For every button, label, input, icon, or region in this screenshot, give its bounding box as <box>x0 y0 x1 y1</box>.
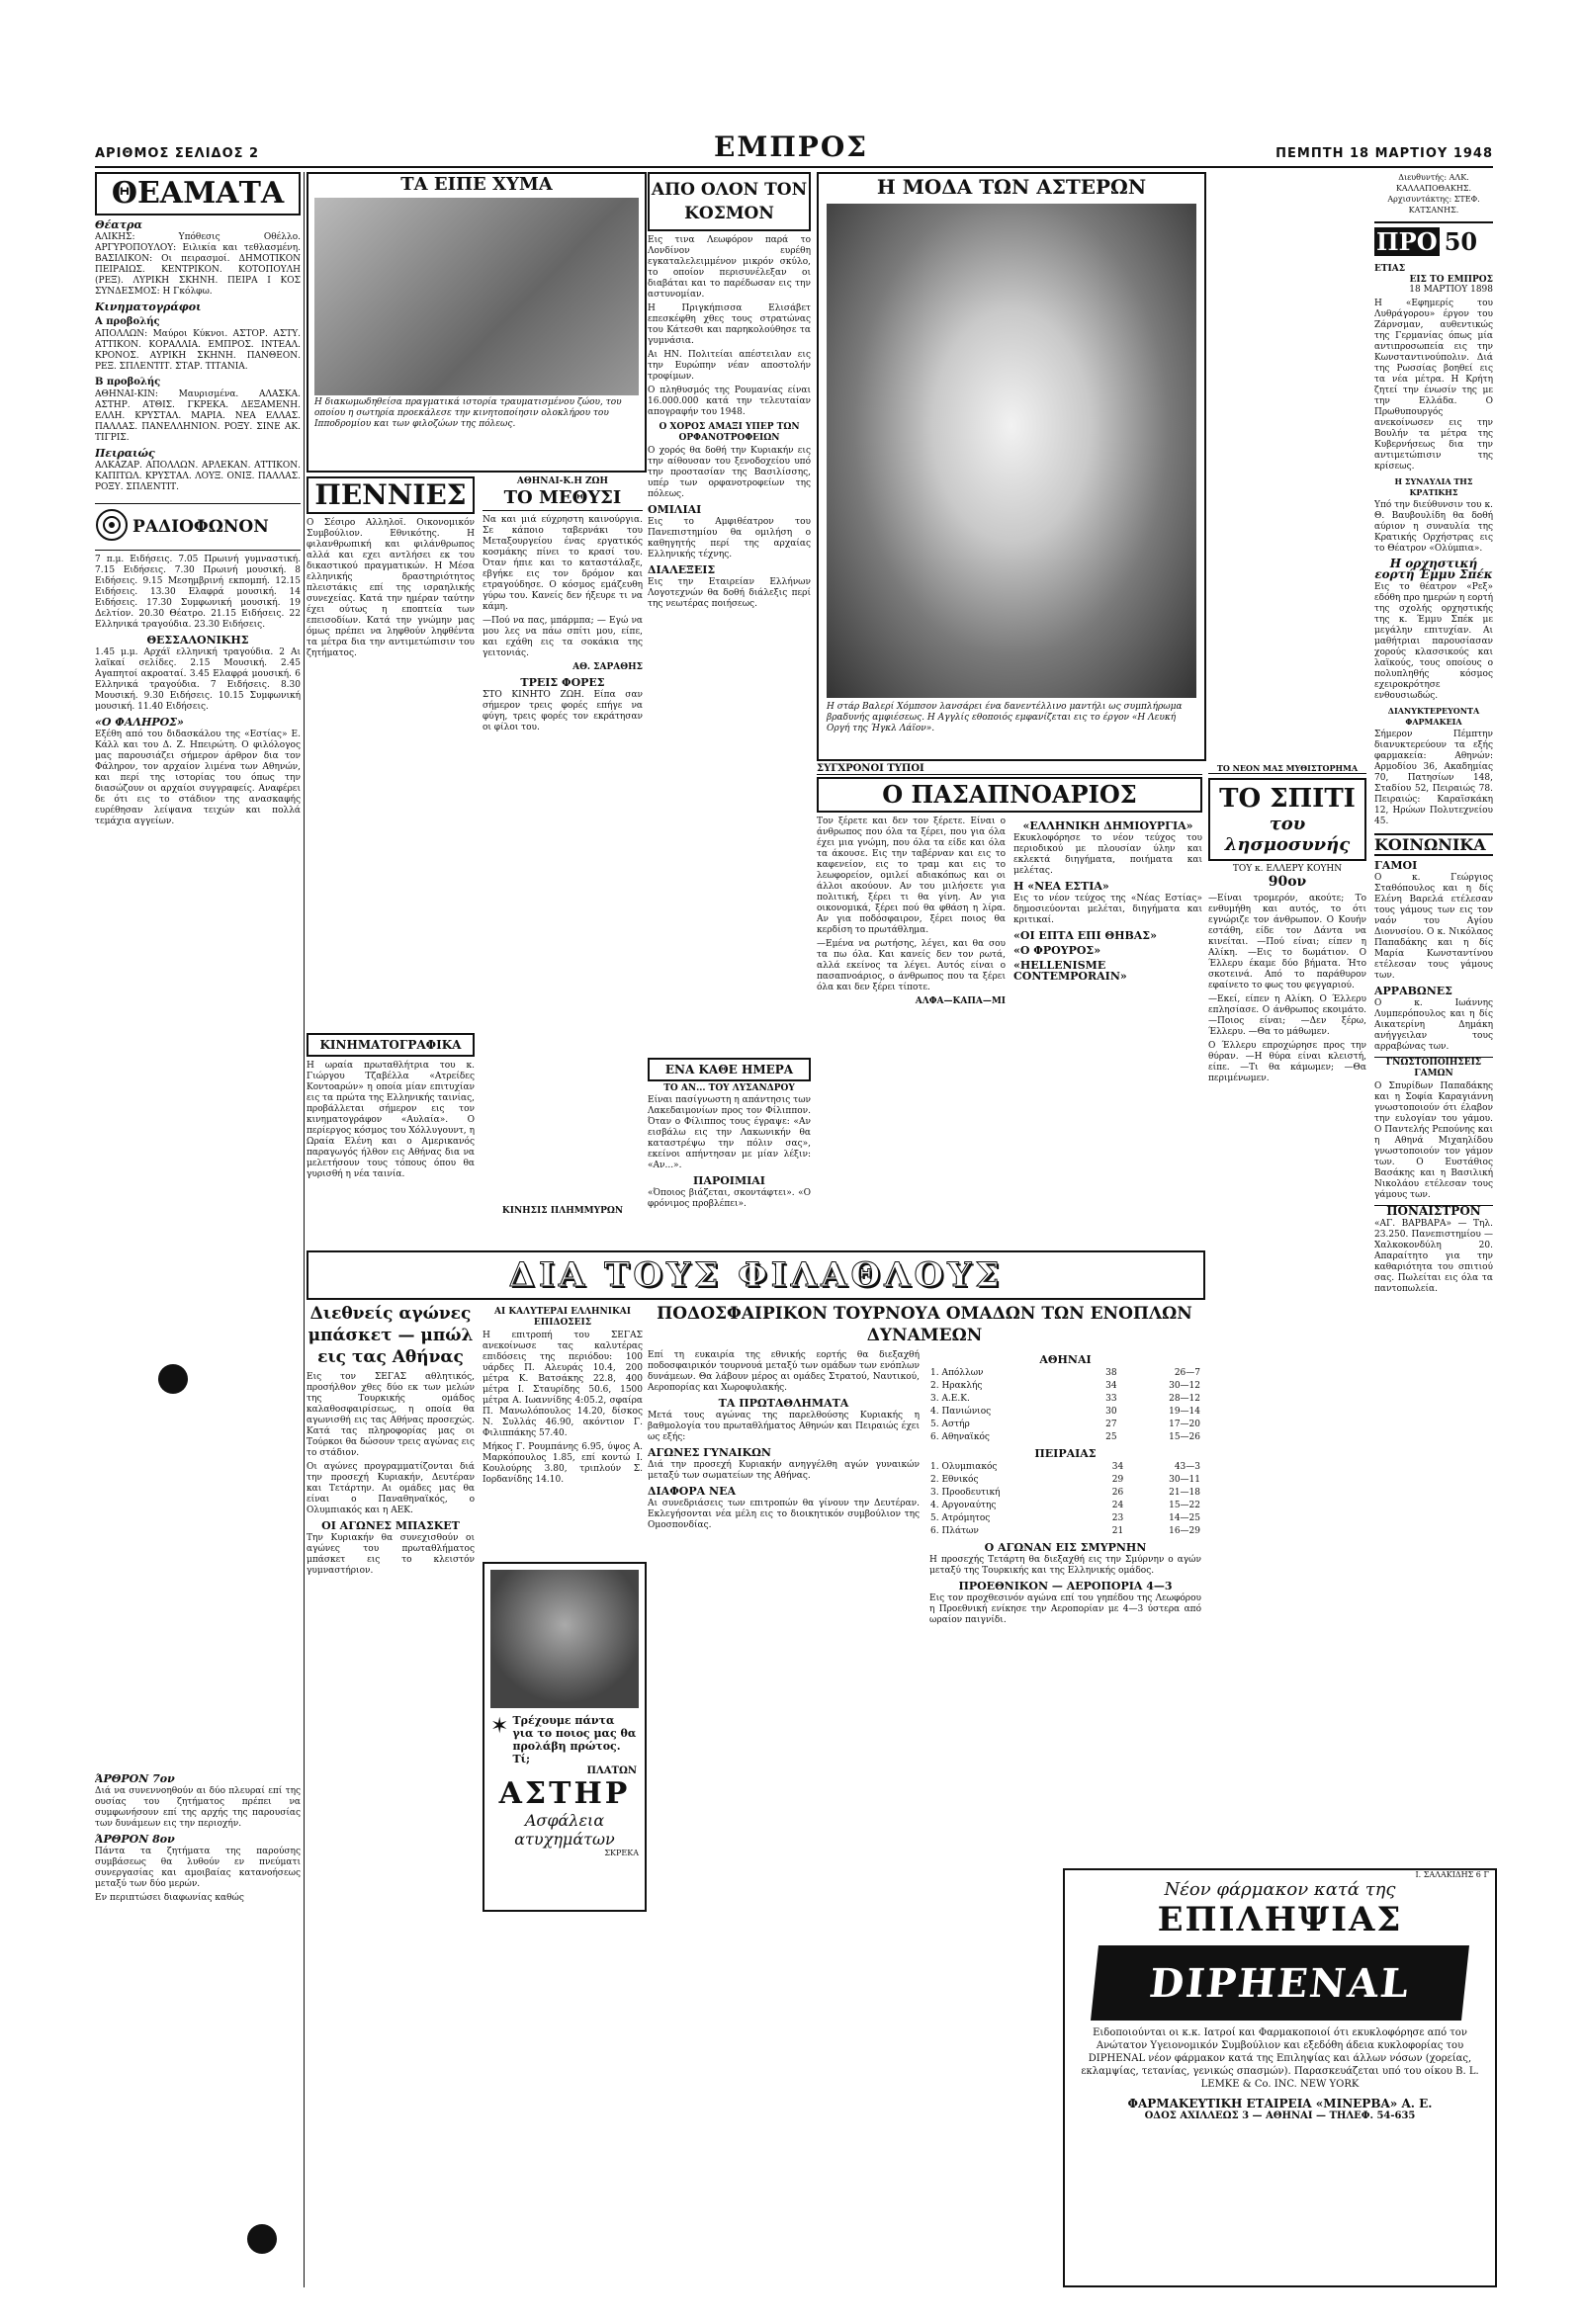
ta-eipe-photo <box>314 198 639 395</box>
athinai-pts-cell: 25 <box>1105 1432 1117 1442</box>
prwtathlima-heading: ΠΡΟΕΘΝΙΚΟΝ — ΑΕΡΟΠΟΡΙΑ 4—3 <box>958 1580 1173 1592</box>
a-provoli-text: ΑΠΟΛΛΩΝ: Μαύροι Κύκνοι. ΑΣΤΟΡ. ΑΣΤΥ. ΑΤΤΙΚΟΝ. ΚΟΡΑΛΛΙΑ. ΕΜΠΡΟΣ. ΙΝΤΕΑΛ. ΚΡΟΝΟΣ. ΑΥΡΙΚΗ ΣΚΗΝΗ. ΠΑΝΘΕΟΝ. ΡΕΞ. ΣΠΛΕΝΤΙΤ. ΣΤΑΡ. ΤΙΤΑΝΙΑ. <box>95 329 301 372</box>
diphenal-address: ΟΔΟΣ ΑΧΙΛΛΕΩΣ 3 — ΑΘΗΝΑΙ — ΤΗΛΕΦ. 54-635 <box>1144 2110 1416 2121</box>
estia-text: Εις το νέον τεύχος της «Νέας Εστίας» δημοσιεύονται μελέται, διηγήματα και κριτικαί. <box>1013 894 1202 925</box>
moda-photo <box>827 204 1196 698</box>
astir-ad <box>483 1562 647 1912</box>
table-row <box>929 1393 1201 1406</box>
astir-tag: ΣΚΡΕΚΑ <box>604 1849 639 1857</box>
athinai-team-cell: 6. Αθηναϊκός <box>930 1432 990 1442</box>
kinimatografoi-heading: Κινηματογράφοι <box>95 301 202 313</box>
ena-kathe-text: Είναι πασίγνωστη η απάντησις των Λακεδαιμονίων προς τον Φίλιππον. Όταν ο Φίλιππος τους έγραψε: «Αν εισβάλω εις την Λακωνικήν θα καταστρέψω την πόλιν σας», εκείνοι απήντησαν με μίαν λέξιν: «Αν...». <box>648 1095 811 1170</box>
diphenal-corner: I. ΣΑΛΑΚΙΔΗΣ 6 Γ <box>1415 1870 1489 1879</box>
filathlous-banner <box>307 1250 1205 1300</box>
aravones-text: Ο κ. Ιωάννης Λυμπερόπουλος και η δίς Αικατερίνη Δημάκη ανήγγειλαν τους αρραβώνας των. <box>1374 998 1493 1052</box>
peiraias-goals-cell: 16—29 <box>1169 1526 1200 1536</box>
table-row <box>929 1487 1201 1500</box>
a-provoli-heading: Α προβολής <box>95 316 160 327</box>
page-number-label: ΑΡΙΘΜΟΣ ΣΕΛΙΔΟΣ 2 <box>95 146 260 161</box>
athinai-goals-cell: 30—12 <box>1169 1381 1200 1391</box>
peiraias-goals-cell: 30—11 <box>1169 1475 1200 1485</box>
athinai-goals-cell: 19—14 <box>1169 1407 1200 1417</box>
peiraias-goals-cell: 15—22 <box>1169 1501 1200 1510</box>
athinai-pts-cell: 34 <box>1105 1381 1117 1391</box>
athinai-team-cell: 2. Ηρακλής <box>930 1381 983 1391</box>
synchronoi-section <box>817 763 1202 1248</box>
ena-kathe-title: ΕΝΑ ΚΑΘΕ ΗΜΕΡΑ <box>648 1058 811 1081</box>
athinai-heading: ΑΘΗΝΑΙ <box>1039 1353 1092 1366</box>
methysi-title: ΤΟ ΜΕΘΥΣΙ <box>483 486 643 511</box>
methysi-text: Να και μιά εύχρηστη καινούργια. Σε κάποιο ταβερνάκι του Μεταξουργείου ένας εργατικός κοσμάκης πίνει το κρασί του. Όταν ήπιε και το καταστάλαξε, εβγήκε εις τον δρόμον και ετραγούδησε. Ο κόσμος εμάζευθη γύρω του. Κανείς δεν ήξευρε τι να κάμη. <box>483 515 643 612</box>
b-provoli-heading: Β προβολής <box>95 377 161 387</box>
dialexeis-heading: ΔΙΑΛΕΞΕΙΣ <box>648 563 716 576</box>
kinimatografika-column <box>307 1033 475 1246</box>
issue-date: ΠΕΜΠΤΗ 18 ΜΑΡΤΙΟΥ 1948 <box>1275 146 1493 161</box>
radio-tower-icon <box>95 508 129 546</box>
peiraias-pts-cell: 29 <box>1111 1475 1124 1485</box>
basket-heading: ΟΙ ΑΓΩΝΕΣ ΜΠΑΣΚΕΤ <box>321 1519 460 1532</box>
paroimiai-text: «Όποιος βιάζεται, σκοντάφτει». «Ο φρόνιμος προβλέπει». <box>648 1188 811 1209</box>
proto50-title-a: ΠΡΟ <box>1376 227 1438 256</box>
diphenal-footer: ΦΑΡΜΑΚΕΥΤΙΚΗ ΕΤΑΙΡΕΙΑ «ΜΙΝΕΡΒΑ» Α. Ε. <box>1127 2097 1433 2110</box>
kinisis-plimmyron-heading: ΚΙΝΗΣΙΣ ΠΛΗΜΜΥΡΩΝ <box>501 1206 624 1216</box>
radio-title: ΡΑΔΙΟΦΩΝΟΝ <box>132 517 269 537</box>
agones-title: Διεθνείς αγώνες μπάσκετ — μπώλ εις τας Αθήνας <box>308 1304 474 1367</box>
thivas-heading: «ΟΙ ΕΠΤΑ ΕΠΙ ΘΗΒΑΣ» <box>1013 929 1157 942</box>
arthron8-heading: ΆΡΘΡΟΝ 8ον <box>95 1833 175 1846</box>
pennies-text: Ο Σέσιρο Αλληλοϊ. Οικονομικόν Συμβούλιον. Εθνικότης. Η φιλανθρωπική και φιλάνθρωπος αλλά και εχει αντλήσει εκ του δικαστικού πραγματικών. Η Μέσα ελληνικής δραστηριότητος πλειστάκις επί της ισραηλικής συνεχείας. Κατά την ημέραν ταύτην έχει ούτως η εποπτεία των επεισοδίων. Κατά την γνώμην μας όμως πρέπει να ληφθούν ληφθέντα τα μέτρα δια την αντιμετώπισιν του ζητήματος. <box>307 518 475 658</box>
pennies-column <box>307 476 475 1025</box>
newspaper-name: ΕΜΠΡΟΣ <box>713 130 869 163</box>
ena-kathe-sub: ΤΟ ΑΝ... ΤΟΥ ΛΥΣΑΝΔΡΟΥ <box>663 1083 795 1093</box>
diafora-text: Αι συνεδριάσεις των επιτροπών θα γίνουν την Δευτέραν. Εκλεγήσονται νέα μέλη εις το διοικητικόν συμβούλιον της Ομοσπονδίας. <box>648 1499 920 1530</box>
gynaikes-heading: ΑΓΩΝΕΣ ΓΥΝΑΙΚΩΝ <box>648 1446 771 1459</box>
kinimatografika-text: Η ωραία πρωταθλήτρια του κ. Γιώργου Τζαβέλλα «Ατρείδες Κοντοαρών» η οποία μίαν επιτυχίαν εις τα πρώτα της Ελληνικής ταινίας, προβάλλεται σήμερον εις τον κινηματογράφον «Αυλαία». Ο περίεργος κόσμος του Χόλλυγουντ, η Ωραία Ελένη και ο Αμερικανός παραγωγός ήλθον εις Αθήνας δια να μελετήσουν τους τόπους όπου θα γυρισθή η νέα ταινία. <box>307 1061 475 1179</box>
peiraias-pts-cell: 34 <box>1111 1462 1124 1472</box>
proto50-title-c: ΕΤΙΑΣ <box>1374 264 1406 274</box>
table-row <box>929 1525 1201 1538</box>
table-row <box>929 1419 1201 1431</box>
mast-text: Διευθυντής: ΑΛΚ. ΚΑΛΛΑΠΟΘΑΚΗΣ. Αρχισυντάκτης: ΣΤΕΦ. ΚΑΤΣΑΝΗΣ. <box>1387 173 1480 215</box>
tournament-text: Επί τη ευκαιρία της εθνικής εορτής θα διεξαχθή ποδοσφαιρικόν τουρνουά μεταξύ των ομάδων των ενόπλων δυνάμεων. Θα λάβουν μέρος αι ομάδες Στρατού, Ναυτικού, Αεροπορίας και Χωροφυλακής. <box>648 1350 920 1393</box>
filathlous-banner-text: ΔΙΑ ΤΟΥΣ ΦΙΛΑΘΛΟΥΣ <box>508 1255 1004 1295</box>
agones-text: Εις τον ΣΕΓΑΣ αθλητικός, προσήλθον χθες δύο εκ των μελών της Τουρκικής ομάδος καλαθοσφαιρίσεως, η οποία θα αγωνισθή εις τας Αθήνας προσεχώς. Κατά τας πληροφορίας μας οι Τούρκοι θα δώσουν τρεις αγώνας εις το στάδιον. <box>307 1372 475 1458</box>
peiraias-goals-cell: 21—18 <box>1169 1488 1200 1498</box>
peiraias-pts-cell: 23 <box>1111 1513 1124 1523</box>
omiliai-heading: ΟΜΙΛΙΑΙ <box>648 503 702 516</box>
spiti-text: —Είναι τρομερόν, ακούτε; Το ενθυμήθη και αυτός, το ότι εγνώριζε τον άνθρωπον. Ο Κουήν εστάθη, είδε τον Δάντα να κινείται. —Πού είναι; είπεν η Αλίκη. —Εις το δωμάτιον. Ο Έλλερυ έκαμε δύο βήματα. Ήτο σκοτεινά. Από το παράθυρον εφαίνετο το φως του φεγγαριού. <box>1208 894 1366 990</box>
paroimiai-heading: ΠΑΡΟΙΜΙΑΙ <box>693 1174 765 1187</box>
pasapnoarios-text2: —Εμένα να ρωτήσης, λέγει, και θα σου τα πω όλα. Και κανείς δεν τον ρωτά, αλλά εκείνος τα λέγει. Αυτός είναι ο πασαπνοάριος, ο άνθρωπος που τα ξέρει όλα και δεν ξέρει τίποτε. <box>817 939 1006 992</box>
kinimatografika-title: ΚΙΝΗΜΑΤΟΓΡΑΦΙΚΑ <box>307 1033 475 1057</box>
proto50-title-b: 50 <box>1444 227 1478 256</box>
protath-text: Μετά τους αγώνας της παρελθούσης Κυριακής η βαθμολογία του πρωταθλήματος Αθηνών και Πειραιώς έχει ως εξής: <box>648 1411 920 1442</box>
athinai-team-cell: 1. Απόλλων <box>930 1368 984 1378</box>
star-icon: ✶ <box>490 1714 509 1739</box>
dialexeis-text: Εις την Εταιρείαν Ελλήνων Λογοτεχνών θα δοθή διάλεξις περί της νεωτέρας ποιήσεως. <box>648 577 811 609</box>
theatra-heading: Θέατρα <box>95 218 142 231</box>
faleros-footnote: Εν περιπτώσει διαφωνίας καθώς <box>95 1893 244 1903</box>
apopsi-text: Η προσεχής Τετάρτη θα διεξαχθή εις την Σμύρνην ο αγών μεταξύ της Τουρκικής και της Ελληνικής ομάδος. <box>929 1555 1201 1576</box>
table-row <box>929 1461 1201 1474</box>
gnost-heading: ΓΝΩΣΤΟΠΟΙΗΣΕΙΣ ΓΑΜΩΝ <box>1374 1057 1493 1079</box>
spiti-column <box>1208 763 1366 1870</box>
theamata-title: ΘΕΑΜΑΤΑ <box>95 172 301 215</box>
moda-title: Η ΜΟΔΑ ΤΩΝ ΑΣΤΕΡΩΝ <box>876 175 1147 199</box>
thess-heading: ΘΕΣΣΑΛΟΝΙΚΗΣ <box>146 634 249 646</box>
radio-header <box>95 503 301 551</box>
astir-slogan: Ασφάλεια ατυχημάτων <box>514 1811 615 1849</box>
synaulia-heading: Η ΣΥΝΑΥΛΙΑ ΤΗΣ ΚΡΑΤΙΚΗΣ <box>1394 476 1473 497</box>
theamata-column <box>95 172 301 2001</box>
faleros-heading: «Ο ΦΑΛΗΡΟΣ» <box>95 716 184 729</box>
table-row <box>929 1500 1201 1512</box>
apo-olon-item2: Η Πριγκήπισσα Ελισάβετ επεσκέφθη χθες τους στρατώνας του Κάτεσθι και παρηκολούθησε τα γυμνάσια. <box>648 303 811 346</box>
astir-brand: ΑΣΤΗΡ <box>498 1776 631 1811</box>
astir-quote: Τρέχουμε πάντα για το ποιος μας θα προλάβη πρώτος. Τί; <box>512 1714 637 1765</box>
athinai-pts-cell: 38 <box>1105 1368 1117 1378</box>
athinai-team-cell: 3. Α.Ε.Κ. <box>930 1394 970 1404</box>
spiti-author: ΤΟΥ κ. ΕΛΛΕΡΥ ΚΟΥΗΝ <box>1232 864 1343 874</box>
athinai-table <box>929 1367 1201 1444</box>
spiti-text2: —Εκεί, είπεν η Αλίκη. Ο Έλλερυ επλησίασε. Ο άνθρωπος εκοιμάτο. —Ποιος είναι; —Δεν ξέρω, Έλλερυ. —Θα το μάθωμεν. <box>1208 994 1366 1037</box>
diphenal-title: ΕΠΙΛΗΨΙΑΣ <box>1157 1900 1403 1939</box>
methysi-supra: ΑΘΗΝΑΙ-Κ.Η ΖΩΗ <box>516 476 609 486</box>
kalyteres-text: Η επιτροπή του ΣΕΓΑΣ ανεκοίνωσε τας καλυτέρας επιδόσεις της περιόδου: 100 υάρδες Π. Αλευράς 10.4, 200 μέτρα Κ. Βατσάκης 22.8, 400 μέτρα Ι. Σταυρίδης 50.6, 1500 μέτρα Α. Ιωαννίδης 4:05.2, σφαίρα Π. Μανωλόπουλος 14.20, δίσκος Ν. Συλλάς 46.90, ακόντιον Γ. Φιλιππάκης 57.40. <box>483 1331 643 1438</box>
elliniki-text: Εκυκλοφόρησε το νέον τεύχος του περιοδικού με πλουσίαν ύλην και εκλεκτά διηγήματα, ποιήματα και μελέτας. <box>1013 833 1202 876</box>
tournament-title: ΠΟΔΟΣΦΑΙΡΙΚΟΝ ΤΟΥΡΝΟΥΑ ΟΜΑΔΩΝ ΤΩΝ ΕΝΟΠΛΩΝ ΔΥΝΑΜΕΩΝ <box>657 1304 1192 1345</box>
athinai-goals-cell: 17—20 <box>1169 1420 1200 1429</box>
treis-heading: ΤΡΕΙΣ ΦΟΡΕΣ <box>520 676 605 689</box>
ponaistron-text: «ΑΓ. ΒΑΡΒΑΡΑ» — Τηλ. 23.250. Πανεπιστημίου — Χαλκοκονδύλη 20. Απαραίτητο για την καθαριότητα του σπιτιού σας. Πωλείται εις όλα τα παντοπωλεία. <box>1374 1219 1493 1294</box>
arthron8-text: Πάντα τα ζητήματα της παρούσης συμβάσεως θα λυθούν εν πνεύματι συνεργασίας και αμοιβαίας κατανοήσεως μεταξύ των δύο μερών. <box>95 1847 301 1889</box>
apo-olon-item3: Αι ΗΝ. Πολιτείαι απέστειλαν εις την Ευρώπην νέαν αποστολήν τροφίμων. <box>648 350 811 382</box>
gamoi-text: Ο κ. Γεώργιος Σταθόπουλος και η δίς Ελένη Βαρελά ετέλεσαν τους γάμους των εις τον ναόν του Αγίου Διονυσίου. Ο κ. Νικόλαος Παπαδάκης και η δίς Μαρία Κωνσταντίνου ετέλεσαν τους γάμους των. <box>1374 873 1493 981</box>
spiti-label: ΤΟ ΝΕΟΝ ΜΑΣ ΜΥΘΙΣΤΟΡΗΜΑ <box>1208 763 1366 774</box>
table-row <box>929 1380 1201 1393</box>
agones-text2: Οι αγώνες προγραμματίζονται διά την προσεχή Κυριακήν, Δευτέραν και Τετάρτην. Αι ομάδες μας θα είναι ο Παναθηναϊκός, ο Ολυμπιακός και η ΑΕΚ. <box>307 1462 475 1515</box>
faleros-text: Εξέθη από του διδασκάλου της «Εστίας» Ε. Κάλλ και του Δ. Ζ. Ηπειρώτη. Ο φιλόλογος μας παρουσιάζει σήμερον άρθρον δια τον Φάληρον, τον αρχαίον λιμένα των Αθηνών, και περί της ιστορίας του όπως την διασώζουν οι αρχαίοι συγγραφείς. Αναφέρει δε ότι εις το στάδιον της ανασκαφής ευρέθησαν λείψανα τειχών και πολλά τεμάχια αγγείων. <box>95 730 301 826</box>
farmakeia-heading: ΔΙΑΝΥΚΤΕΡΕΥΟΝΤΑ ΦΑΡΜΑΚΕΙΑ <box>1387 706 1480 727</box>
athinai-goals-cell: 28—12 <box>1169 1394 1200 1404</box>
proto50-date: 18 ΜΑΡΤΙΟΥ 1898 <box>1409 285 1493 295</box>
diphenal-text: Ειδοποιούνται οι κ.κ. Ιατροί και Φαρμακοποιοί ότι εκυκλοφόρησε από τον Ανώτατον Υγειονομικόν Συμβούλιον και εξεδόθη άδεια κυκλοφορίας του DIPHENAL νέον φάρμακον κατά της Επιληψίας και άλλων νόσων (χορείας, εκλαμψίας, τετανίας, γενικώς σπασμών). Παρασκευάζεται υπό του οίκου B. L. LEMKE & Co. INC. NEW YORK <box>1081 2027 1479 2090</box>
ta-eipe-box <box>307 172 647 473</box>
omiliai-text: Εις το Αμφιθέατρον του Πανεπιστημίου θα ομιλήση ο καθηγητής περί της αρχαίας Ελληνικής τέχνης. <box>648 517 811 559</box>
peiraias-team-cell: 3. Προοδευτική <box>930 1488 1001 1498</box>
apo-olon-title: ΑΠΟ ΟΛΟΝ ΤΟΝ ΚΟΣΜΟΝ <box>648 172 811 231</box>
synaulia-text: Υπό την διεύθυνσιν του κ. Θ. Βαυβουλίδη θα δοθή αύριον η συναυλία της Κρατικής Ορχήστρας εις το Θέατρον «Ολύμπια». <box>1374 500 1493 554</box>
koinonika-title: ΚΟΙΝΩΝΙΚΑ <box>1374 833 1493 856</box>
athinai-goals-cell: 26—7 <box>1174 1368 1200 1378</box>
proto50-header <box>1374 221 1493 295</box>
thess-text: 1.45 μ.μ. Αρχάϊ ελληνική τραγούδια. 2 Αι λαϊκαί σελίδες. 2.15 Μουσική. 2.45 Αγαπητοί ακροαταί. 3.45 Ελαφρά μουσική. 6 Ελληνικά τραγούδια. 7 Ειδήσεις. 8.30 Μουσική. 9.30 Ειδήσεις. 10.15 Συμφωνική μουσική. 11.40 Ειδήσεις. <box>95 647 301 712</box>
gynaikes-text: Διά την προσεχή Κυριακήν ανηγγέλθη αγών γυναικών μεταξύ των σωματείων της Αθήνας. <box>648 1460 920 1481</box>
choros-text: Ο χορός θα δοθή την Κυριακήν εις την αίθουσαν του ξενοδοχείου υπό την προστασίαν της Βασιλίσσης, υπέρ των ορφανοτροφείων της πόλεως. <box>648 446 811 499</box>
protathlimata-heading: ΤΑ ΠΡΩΤΑΘΛΗΜΑΤΑ <box>718 1397 849 1410</box>
binding-hole-upper <box>158 1364 188 1394</box>
spiti-subtitle: του λησμοσυνής <box>1224 814 1351 855</box>
table-row <box>929 1406 1201 1419</box>
peiraios-text: ΑΛΚΑΖΑΡ. ΑΠΟΛΛΩΝ. ΑΡΛΕΚΑΝ. ΑΤΤΙΚΟΝ. ΚΑΠΙΤΩΛ. ΚΡΥΣΤΑΛ. ΛΟΥΞ. ΟΝΙΞ. ΠΑΛΛΑΣ. ΡΟΞΥ. ΣΠΛΕΝΤΙΤ. <box>95 461 301 492</box>
statue-image <box>490 1570 639 1708</box>
peiraias-pts-cell: 26 <box>1111 1488 1124 1498</box>
farmakeia-text: Σήμερον Πέμπτην διανυκτερεύουν τα εξής φαρμακεία: Αθηνών: Αρμοδίου 36, Ακαδημίας 70, Πατησίων 148, Σταδίου 52, Πειραιώς 78. Πειραιώς: Καραϊσκάκη 12, Ηρώων Πολυτεχνείου 45. <box>1374 730 1493 826</box>
theatra-text: ΑΛΙΚΗΣ: Υπόθεσις Οθέλλο. ΑΡΓΥΡΟΠΟΥΛΟΥ: Ειλικία και τεθλασμένη. ΒΑΣΙΛΙΚΟΝ: Οι πειρασμοί. ΔΗΜΟΤΙΚΟΝ ΠΕΙΡΑΙΩΣ. ΚΕΝΤΡΙΚΟΝ. ΚΟΤΟΠΟΥΛΗ (ΡΕΞ). ΛΥΡΙΚΗ ΣΚΗΝΗ. ΠΕΙΡΑ Ι ΚΟΣ ΣΥΝΔΕΣΜΟΣ: Η Γκόλφω. <box>95 232 301 297</box>
moda-box <box>817 172 1206 761</box>
peiraias-team-cell: 5. Ατρόμητος <box>930 1513 991 1523</box>
proto50-title-d: ΕΙΣ ΤΟ ΕΜΠΡΟΣ <box>1409 275 1493 285</box>
table-row <box>929 1367 1201 1380</box>
apopsi-heading: Ο ΑΓΩΝΑΝ ΕΙΣ ΣΜΥΡΝΗΝ <box>984 1541 1147 1554</box>
peiraias-team-cell: 4. Αργοναύτης <box>930 1501 997 1510</box>
binding-hole-lower <box>247 2224 277 2254</box>
apo-olon-item4: Ο πληθυσμός της Ρουμανίας είναι 16.000.000 κατά την τελευταίαν απογραφήν του 1948. <box>648 386 811 417</box>
astir-quote-author: ΠΛΑΤΩΝ <box>586 1765 637 1776</box>
pasapnoarios-signature: ΑΛΦΑ—ΚΑΠΑ—ΜΙ <box>915 996 1006 1006</box>
gamoi-heading: ΓΑΜΟΙ <box>1374 859 1418 872</box>
ena-kathe-column <box>648 1058 811 1246</box>
peiraios-heading: Πειραιώς <box>95 447 155 460</box>
diafora-heading: ΔΙΑΦΟΡΑ ΝΕΑ <box>648 1485 736 1498</box>
diphenal-package <box>1091 1945 1469 2021</box>
peiraias-heading: ΠΕΙΡΑΙΑΣ <box>1034 1447 1097 1460</box>
peiraias-team-cell: 1. Ολυμπιακός <box>930 1462 998 1472</box>
masthead-rule <box>95 166 1493 168</box>
table-row <box>929 1474 1201 1487</box>
proto50-text: Η «Εφημερίς του Λυθράγορου» έργον του Ζάρνσμαν, αυθεντικώς της Γερμανίας όπως μία αντιπροσωπεία εις την Κωνσταντινούπολιν. Διά της Ρωσσίας βοηθεί εις τα νέα μέτρα. Η Κρήτη ζητεί την ένωσίν της με την Ελλάδα. Ο Πρωθυπουργός ανεκοίνωσεν εις την Βουλήν τα μέτρα της Κυβερνήσεως δια την αντιμετώπισιν της κρίσεως. <box>1374 299 1493 472</box>
kalyteres-text2: Μήκος Γ. Ρουμπάνης 6.95, ύψος Α. Μαρκόπουλος 1.85, επί κοντώ Ι. Κουλούρης 3.80, τριπλούν Σ. Ιορδανίδης 14.10. <box>483 1442 643 1485</box>
pennies-title: ΠΕΝΝΙΕΣ <box>307 476 475 514</box>
table-row <box>929 1512 1201 1525</box>
treis-text: ΣΤΟ ΚΙΝΗΤΟ ΖΩΗ. Είπα σαν σήμερον τρεις φορές επήγε να φύγη, τρεις φορές τον εκράτησαν οι φίλοι του. <box>483 690 643 732</box>
elliniki-heading: «ΕΛΛΗΝΙΚΗ ΔΗΜΙΟΥΡΓΙΑ» <box>1022 819 1193 832</box>
athinai-team-cell: 5. Αστήρ <box>930 1420 970 1429</box>
peiraias-team-cell: 2. Εθνικός <box>930 1475 979 1485</box>
pasapnoarios-text: Τον ξέρετε και δεν τον ξέρετε. Είναι ο άνθρωπος που όλα τα ξέρει, που για όλα έχει μια γνώμη, που όλα τα είδε και όλα τα άκουσε. Εις την ταβέρναν και εις το καφενείον, εις το τραμ και εις το λεωφορείον, ομιλεί αδιακόπως και οι άλλοι ακούουν. Αν του μιλήσετε για πολιτική, ξέρει τι θα γίνη. Αν για οικονομικά, ξέρει πού θα φθάση η λίρα. Αν για ποδόσφαιρον, ξέρει ποιος θα κερδίση το πρωτάθλημα. <box>817 817 1006 935</box>
methysi-column <box>483 476 643 1025</box>
prwtathlima-text: Εις τον προχθεσινόν αγώνα επί του γηπέδου της Λεωφόρου η Προεθνική ενίκησε την Αεροπορίαν με 4—3 ύστερα από ωραίον παιγνίδι. <box>929 1593 1201 1625</box>
athinai-goals-cell: 15—26 <box>1169 1432 1200 1442</box>
diphenal-top: Νέον φάρμακον κατά της <box>1164 1879 1396 1900</box>
pasapnoarios-title: Ο ΠΑΣΑΠΝΟΑΡΙΟΣ <box>817 777 1202 813</box>
apo-olon-column <box>648 172 811 1052</box>
aravones-heading: ΑΡΡΑΒΩΝΕΣ <box>1374 985 1452 997</box>
spiti-title: ΤΟ ΣΠΙΤΙ <box>1219 784 1356 814</box>
basket-text: Την Κυριακήν θα συνεχισθούν οι αγώνες του πρωταθλήματος μπάσκετ εις το κλειστόν γυμναστήριον. <box>307 1533 475 1576</box>
ta-eipe-caption: Η διακωμωδηθείσα πραγματικά ιστορία τραυματισμένου ζώου, του οποίου η σωτηρία προεκάλεσε την κινητοποίησιν ολοκλήρου του Ιπποδρομίου και των φιλοζώων της πόλεως. <box>314 397 622 429</box>
orchist-title: Η ορχηστική εορτή Έμμυ Σπέκ <box>1374 557 1493 581</box>
choros-heading: Ο ΧΟΡΟΣ ΑΜΑΞΙ ΥΠΕΡ ΤΩΝ ΟΡΦΑΝΟΤΡΟΦΕΙΩΝ <box>659 422 800 443</box>
estia-heading: Η «ΝΕΑ ΕΣΤΙΑ» <box>1013 880 1109 893</box>
peiraias-goals-cell: 43—3 <box>1174 1462 1200 1472</box>
athinai-pts-cell: 33 <box>1105 1394 1117 1404</box>
kalyteres-heading: ΑΙ ΚΑΛΥΤΕΡΑΙ ΕΛΛΗΝΙΚΑΙ ΕΠΙΔΟΣΕΙΣ <box>494 1307 631 1328</box>
peiraias-table <box>929 1461 1201 1538</box>
synchronoi-label: ΣΥΓΧΡΟΝΟΙ ΤΥΠΟΙ <box>817 763 1202 775</box>
diphenal-brand: DIPHENAL <box>1147 1959 1413 2007</box>
table-row <box>929 1431 1201 1444</box>
hellenisme-heading: «HELLENISME CONTEMPORAIN» <box>1013 959 1127 983</box>
methysi-signature: ΑΘ. ΣΑΡΑΘΗΣ <box>572 662 643 672</box>
athinai-pts-cell: 30 <box>1105 1407 1117 1417</box>
spiti-title-box <box>1208 778 1366 861</box>
peiraias-team-cell: 6. Πλάτων <box>930 1526 979 1536</box>
orchist-text: Εις το θέατρον «Ρεξ» εδόθη προ ημερών η εορτή της σχολής ορχηστικής της κ. Έμμυ Σπέκ με μεγάλην επιτυχίαν. Αι μαθήτριαι παρουσίασαν χορούς κλασσικούς και λαϊκούς, τους οποίους ο πολυπληθής κόσμος εχειροκρότησε ενθουσιωδώς. <box>1374 582 1493 701</box>
diphenal-ad <box>1063 1868 1497 2287</box>
ta-eipe-title: ΤΑ ΕΙΠΕ ΧΥΜΑ <box>400 174 553 195</box>
peiraias-goals-cell: 14—25 <box>1169 1513 1200 1523</box>
arthron7-text: Διά να συνεννοηθούν αι δύο πλευραί επί της ουσίας του ζητήματος πρέπει να συμφωνήσουν επί της αρχής της παρουσίας των δυνάμεων εις την περιοχήν. <box>95 1786 301 1829</box>
b-provoli-text: ΑΘΗΝΑΙ-ΚΙΝ: Μαυρισμένα. ΑΛΑΣΚΑ. ΑΣΤΗΡ. ΑΤΘΙΣ. ΓΚΡΕΚΑ. ΔΕΞΑΜΕΝΗ. ΕΛΛΗ. ΚΡΥΣΤΑΛ. ΜΑΡΙΑ. ΝΕΑ ΕΛΛΑΣ. ΠΑΛΛΑΣ. ΠΑΝΕΛΛΗΝΙΟΝ. ΡΟΞΥ. ΣΙΝΕ ΑΚ. ΤΙΓΡΙΣ. <box>95 389 301 443</box>
peiraias-pts-cell: 21 <box>1111 1526 1124 1536</box>
column-divider <box>304 172 305 2287</box>
athinai-team-cell: 4. Πανιώνιος <box>930 1407 992 1417</box>
radio-text: 7 π.μ. Ειδήσεις. 7.05 Πρωινή γυμναστική. 7.15 Ειδήσεις. 7.30 Πρωινή μουσική. 8 Ειδήσεις. 9.15 Μεσημβρινή εκπομπή. 12.15 Ειδήσεις. 13.30 Ελαφρά μουσική. 14 Ειδήσεις. 17.30 Συμφωνική μουσική. 19 Δελτίον. 20.30 Θέατρο. 21.15 Ειδήσεις. 22 Ελληνικά τραγούδια. 23.30 Ειδήσεις. <box>95 555 301 630</box>
apo-olon-item1: Εις τινα Λεωφόρον παρά το Λονδίνον ευρέθη εγκαταλελειμμένον μικρόν σκύλο, το οποίον περισυνέλεξαν οι διαβάται και το παρέδωσαν εις την αστυνομίαν. <box>648 235 811 300</box>
sports-col1 <box>307 1303 475 2281</box>
spiti-episode: 90ον <box>1268 874 1307 890</box>
arthra-column <box>95 1769 301 2293</box>
ponaistron-heading: ΠΟΝΑΙΣΤΡΟΝ <box>1374 1205 1493 1217</box>
athinai-pts-cell: 27 <box>1105 1420 1117 1429</box>
arthron7-heading: ΆΡΘΡΟΝ 7ον <box>95 1772 175 1785</box>
methysi-text2: —Πού να πας, μπάρμπα; — Εγώ να μου λες να πάω σπίτι μου, είπε, και εχάθη εις τα σοκάκια της γειτονιάς. <box>483 616 643 658</box>
gnost-text: Ο Σπυρίδων Παπαδάκης και η Σοφία Καραγιάννη γνωστοποιούν ότι έλαβον την ευλογίαν του γάμου. Ο Παντελής Ρεπούνης και η Αθηνά Μιχαηλίδου γνωστοποιούν τον γάμον των. Ο Ευστάθιος Βασάκης και η Βασιλική Νικολάου ετέλεσαν τους γάμους των. <box>1374 1081 1493 1200</box>
moda-caption: Η στάρ Βαλερί Χόμπσον λανσάρει ένα δανεντέλλινο μαντήλι ως συμπλήρωμα βραδυνής αμφιέσεως. Η Αγγλίς εθοποιός εμφανίζεται εις το έργον «Η Λευκή Οργή της Ήγκλ Λάϊον». <box>827 702 1183 733</box>
spiti-text3: Ο Έλλερυ επροχώρησε προς την θύραν. —Η θύρα είναι κλειστή, είπε. —Τι θα κάμωμεν; —Θα περιμένωμεν. <box>1208 1041 1366 1083</box>
frouros-heading: «Ο ΦΡΟΥΡΟΣ» <box>1013 944 1101 957</box>
peiraias-pts-cell: 24 <box>1111 1501 1124 1510</box>
